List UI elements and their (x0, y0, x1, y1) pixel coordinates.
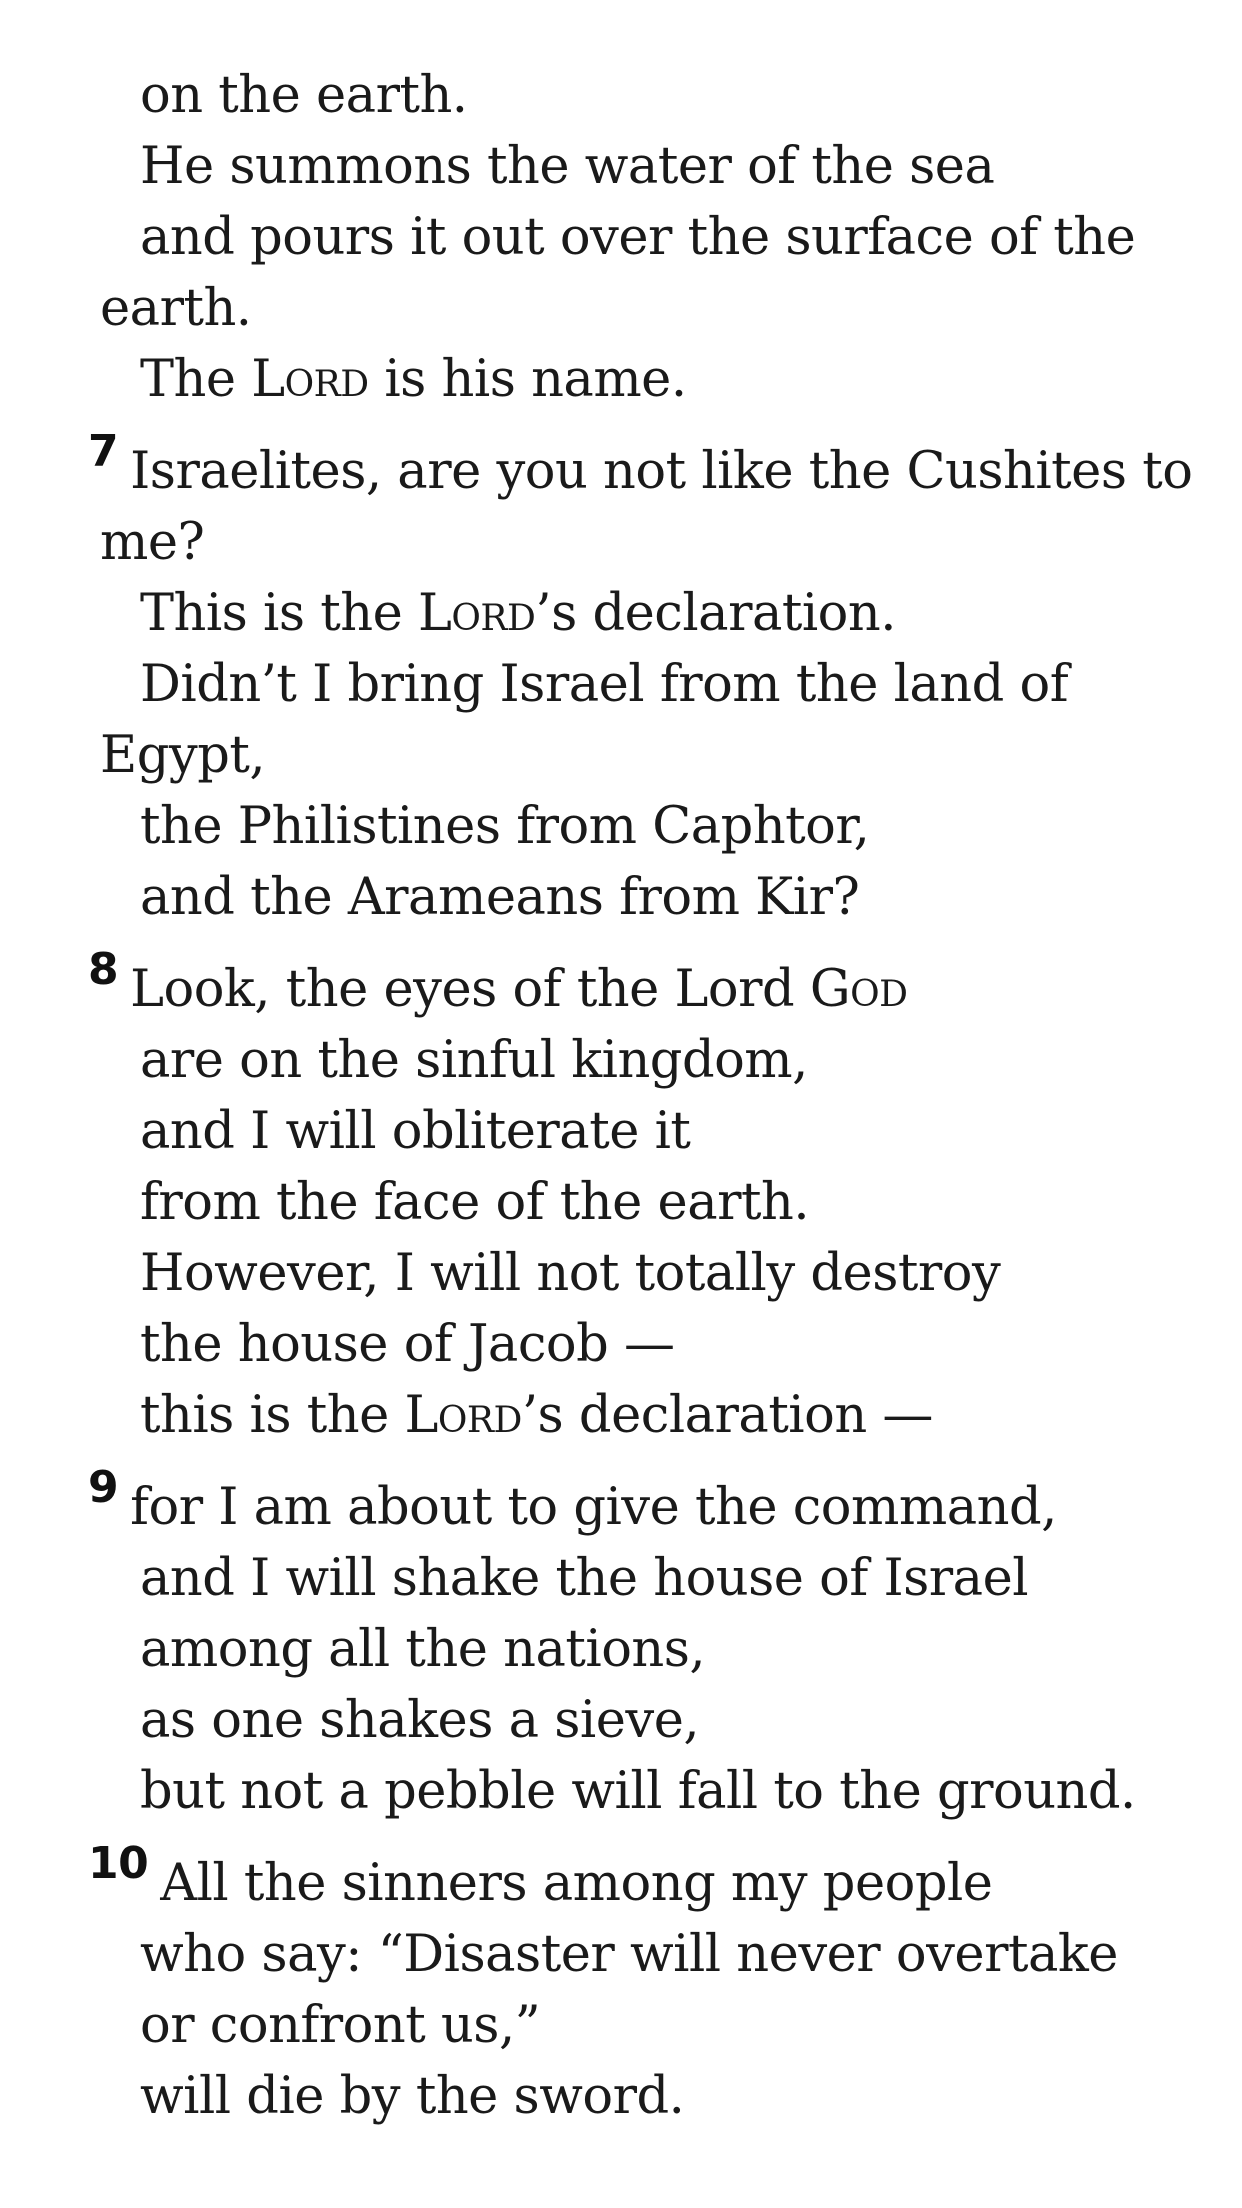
verse-number-7: 7 (88, 426, 119, 477)
text-line (140, 655, 1069, 714)
text-line (140, 1386, 933, 1445)
verse-10-line (88, 1838, 993, 1913)
line-text: and I will shake the house of Israel (140, 1549, 1029, 1608)
divine-name-smallcaps: Lord (404, 1386, 522, 1445)
text-line (140, 137, 995, 196)
line-text: and pours it out over the surface of the (140, 208, 1136, 267)
verse-9-line (88, 1462, 1057, 1537)
line-text: for I am about to give the command, (130, 1478, 1057, 1537)
line-text: Didn’t I bring Israel from the land of (140, 655, 1069, 714)
line-text: However, I will not totally destroy (140, 1244, 1001, 1303)
line-text: or confront us,” (140, 1996, 541, 2055)
line-text: He summons the water of the sea (140, 137, 995, 196)
line-text: who say: “Disaster will never overtake (140, 1925, 1118, 1984)
text-line (140, 350, 687, 409)
text-line (140, 1925, 1118, 1984)
text-line (140, 66, 468, 125)
text-line (140, 1996, 541, 2055)
verse-number-10: 10 (88, 1838, 149, 1889)
verse-8-line (88, 944, 908, 1019)
line-text: this is the (140, 1386, 405, 1445)
text-line (140, 208, 1136, 267)
line-text: is his name. (368, 350, 687, 409)
verse-number-9: 9 (88, 1462, 119, 1513)
text-line (140, 1315, 675, 1374)
line-text: ’s declaration. (535, 584, 896, 643)
line-text: All the sinners among my people (160, 1854, 993, 1913)
text-line (140, 1102, 691, 1161)
text-line (140, 1173, 810, 1232)
line-text: will die by the sword. (140, 2067, 685, 2126)
line-text: ’s declaration — (521, 1386, 933, 1445)
line-text: but not a pebble will fall to the ground. (140, 1762, 1136, 1821)
line-text: among all the nations, (140, 1620, 706, 1679)
line-text: from the face of the earth. (140, 1173, 810, 1232)
text-line (140, 1244, 1001, 1303)
text-line (100, 513, 205, 572)
line-text: as one shakes a sieve, (140, 1691, 700, 1750)
text-line (140, 584, 896, 643)
line-text: Egypt, (100, 726, 266, 785)
text-line (140, 1031, 808, 1090)
line-text: and the Arameans from Kir? (140, 868, 860, 927)
line-text: This is the (140, 584, 418, 643)
text-line (140, 1691, 700, 1750)
text-line (140, 2067, 685, 2126)
text-line (100, 279, 252, 338)
text-line (140, 868, 860, 927)
line-text: on the earth. (140, 66, 468, 125)
text-line (100, 726, 266, 785)
text-line (140, 797, 870, 856)
text-line (140, 1620, 706, 1679)
line-text: and I will obliterate it (140, 1102, 691, 1161)
line-text: are on the sinful kingdom, (140, 1031, 808, 1090)
divine-name-smallcaps: God (809, 960, 908, 1019)
verse-7-line (88, 426, 1193, 501)
line-text: Israelites, are you not like the Cushites to (130, 442, 1193, 501)
divine-name-smallcaps: Lord (418, 584, 536, 643)
line-text: Look, the eyes of the Lord (130, 960, 810, 1019)
line-text: the Philistines from Caphtor, (140, 797, 870, 856)
divine-name-smallcaps: Lord (251, 350, 369, 409)
text-line (140, 1762, 1136, 1821)
line-text: earth. (100, 279, 252, 338)
line-text: me? (100, 513, 205, 572)
line-text: the house of Jacob — (140, 1315, 675, 1374)
verse-number-8: 8 (88, 944, 119, 995)
line-text: The (140, 350, 252, 409)
text-line (140, 1549, 1029, 1608)
